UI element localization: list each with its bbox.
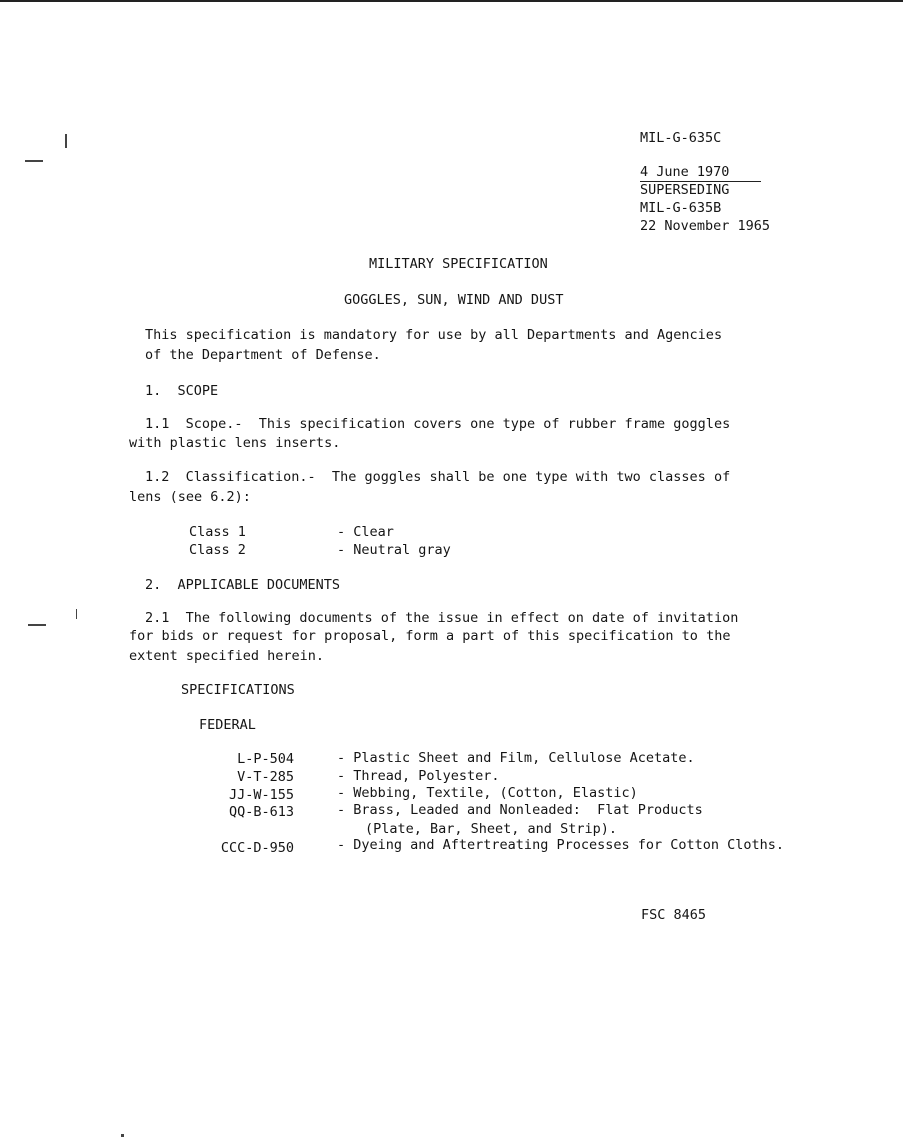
class-1-name: Class 1 <box>189 524 246 540</box>
paragraph-1-1-line-1: 1.1 Scope.- This specification covers one type of rubber frame goggles <box>145 416 731 432</box>
paragraph-2-1-line-2: for bids or request for proposal, form a part of this specification to the <box>129 628 731 644</box>
section-1-heading: 1. SCOPE <box>145 383 219 399</box>
paragraph-1-2-line-1: 1.2 Classification.- The goggles shall be one type with two classes of <box>145 469 731 485</box>
mandatory-line-1: This specification is mandatory for use by all Departments and Agencies <box>145 327 723 343</box>
page-subtitle: GOGGLES, SUN, WIND AND DUST <box>344 292 564 308</box>
scan-mark <box>76 609 77 619</box>
paragraph-2-1-line-3: extent specified herein. <box>129 648 325 664</box>
document-id-qq-b-613: QQ-B-613 <box>228 804 294 820</box>
document-desc: - Plastic Sheet and Film, Cellulose Acetate. <box>337 750 695 766</box>
class-1-desc: - Clear <box>337 524 394 540</box>
superseded-date: 22 November 1965 <box>640 218 771 234</box>
document-id-v-t-285: V-T-285 <box>237 769 294 785</box>
scan-mark <box>121 1134 124 1137</box>
paragraph-2-1-line-1: 2.1 The following documents of the issue in effect on date of invitation <box>145 610 739 626</box>
paragraph-1-1-line-2: with plastic lens inserts. <box>129 435 341 451</box>
superseding-label: SUPERSEDING <box>640 182 730 198</box>
specifications-heading: SPECIFICATIONS <box>181 682 295 698</box>
class-2-desc: - Neutral gray <box>337 542 451 558</box>
document-desc: - Thread, Polyester. <box>337 768 500 784</box>
mandatory-line-2: of the Department of Defense. <box>145 347 381 363</box>
federal-heading: FEDERAL <box>199 717 256 733</box>
class-2-name: Class 2 <box>189 542 246 558</box>
document-id-jj-w-155: JJ-W-155 <box>228 787 294 803</box>
page-title: MILITARY SPECIFICATION <box>369 256 548 272</box>
document-id-l-p-504: L-P-504 <box>237 751 294 767</box>
section-2-heading: 2. APPLICABLE DOCUMENTS <box>145 577 341 593</box>
document-desc: - Webbing, Textile, (Cotton, Elastic) <box>337 785 638 801</box>
document-desc: - Brass, Leaded and Nonleaded: Flat Products <box>337 802 703 818</box>
document-desc: - Dyeing and Aftertreating Processes for Cotton Cloths. <box>337 837 785 853</box>
document-id: MIL-G-635C <box>640 130 722 146</box>
page-top-rule <box>0 0 903 2</box>
scan-mark <box>28 624 46 626</box>
superseded-id: MIL-G-635B <box>640 200 722 216</box>
document-desc-continuation: (Plate, Bar, Sheet, and Strip). <box>365 821 617 837</box>
scan-mark <box>25 160 43 162</box>
fsc-code: FSC 8465 <box>641 907 707 923</box>
paragraph-1-2-line-2: lens (see 6.2): <box>129 489 251 505</box>
scan-mark <box>65 134 67 148</box>
document-id-ccc-d-950: CCC-D-950 <box>220 840 294 856</box>
document-date: 4 June 1970 <box>640 164 761 182</box>
